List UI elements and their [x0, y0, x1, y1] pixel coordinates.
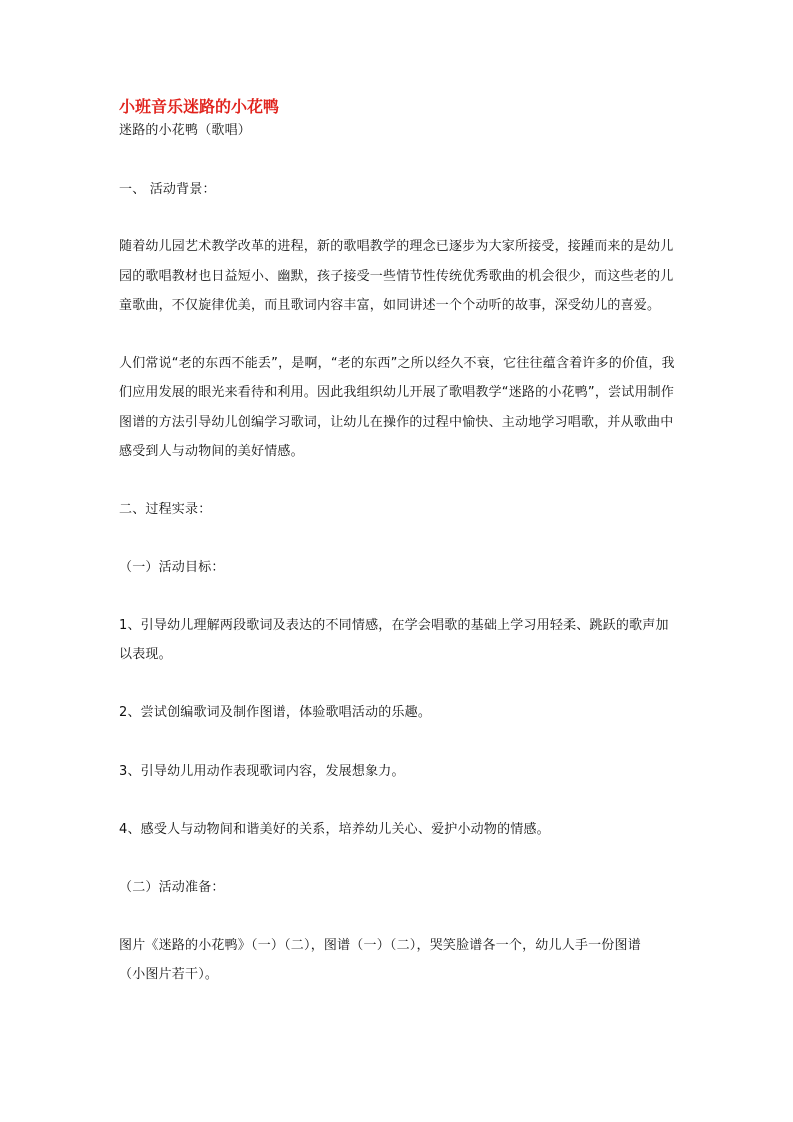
subsection-heading-preparation: （二）活动准备：: [119, 880, 225, 895]
preparation-line: （小图片若干）。: [119, 967, 219, 982]
paragraph-line: 童歌曲，不仅旋律优美，而且歌词内容丰富，如同讲述一个个动听的故事，深受幼儿的喜爱。: [119, 298, 661, 313]
goal-item: 2、尝试创编歌词及制作图谱，体验歌唱活动的乐趣。: [119, 705, 432, 720]
document-subtitle: 迷路的小花鸭（歌唱）: [119, 123, 252, 138]
goal-item: 4、感受人与动物间和谐美好的关系，培养幼儿关心、爱护小动物的情感。: [119, 822, 550, 837]
goal-item: 3、引导幼儿用动作表现歌词内容，发展想象力。: [119, 764, 405, 779]
section-heading-background: 一、 活动背景：: [119, 182, 216, 197]
paragraph-line: 园的歌唱教材也日益短小、幽默，孩子接受一些情节性传统优秀歌曲的机会很少，而这些老的儿: [119, 269, 674, 284]
paragraph-line: 随着幼儿园艺术教学改革的进程，新的歌唱教学的理念已逐步为大家所接受，接踵而来的是幼儿: [119, 239, 674, 254]
section-heading-process: 二、过程实录：: [119, 502, 212, 517]
document-title: 小班音乐迷路的小花鸭: [119, 97, 280, 116]
subsection-heading-goals: （一）活动目标：: [119, 560, 225, 575]
paragraph-line: 人们常说“老的东西不能丢”，是啊，“老的东西”之所以经久不衰，它往往蕴含着许多的价值，我: [119, 356, 675, 371]
preparation-line: 图片《迷路的小花鸭》（一）（二），图谱（一）（二），哭笑脸谱各一个，幼儿人手一份图谱: [119, 938, 641, 953]
paragraph-line: 们应用发展的眼光来看待和利用。因此我组织幼儿开展了歌唱教学“迷路的小花鸭”，尝试用制作: [119, 385, 675, 400]
goal-item-continued: 以表现。: [119, 647, 172, 662]
paragraph-line: 图谱的方法引导幼儿创编学习歌词，让幼儿在操作的过程中愉快、主动地学习唱歌，并从歌曲中: [119, 415, 674, 430]
paragraph-line: 感受到人与动物间的美好情感。: [119, 444, 304, 459]
goal-item: 1、引导幼儿理解两段歌词及表达的不同情感，在学会唱歌的基础上学习用轻柔、跳跃的歌声加: [119, 618, 669, 633]
